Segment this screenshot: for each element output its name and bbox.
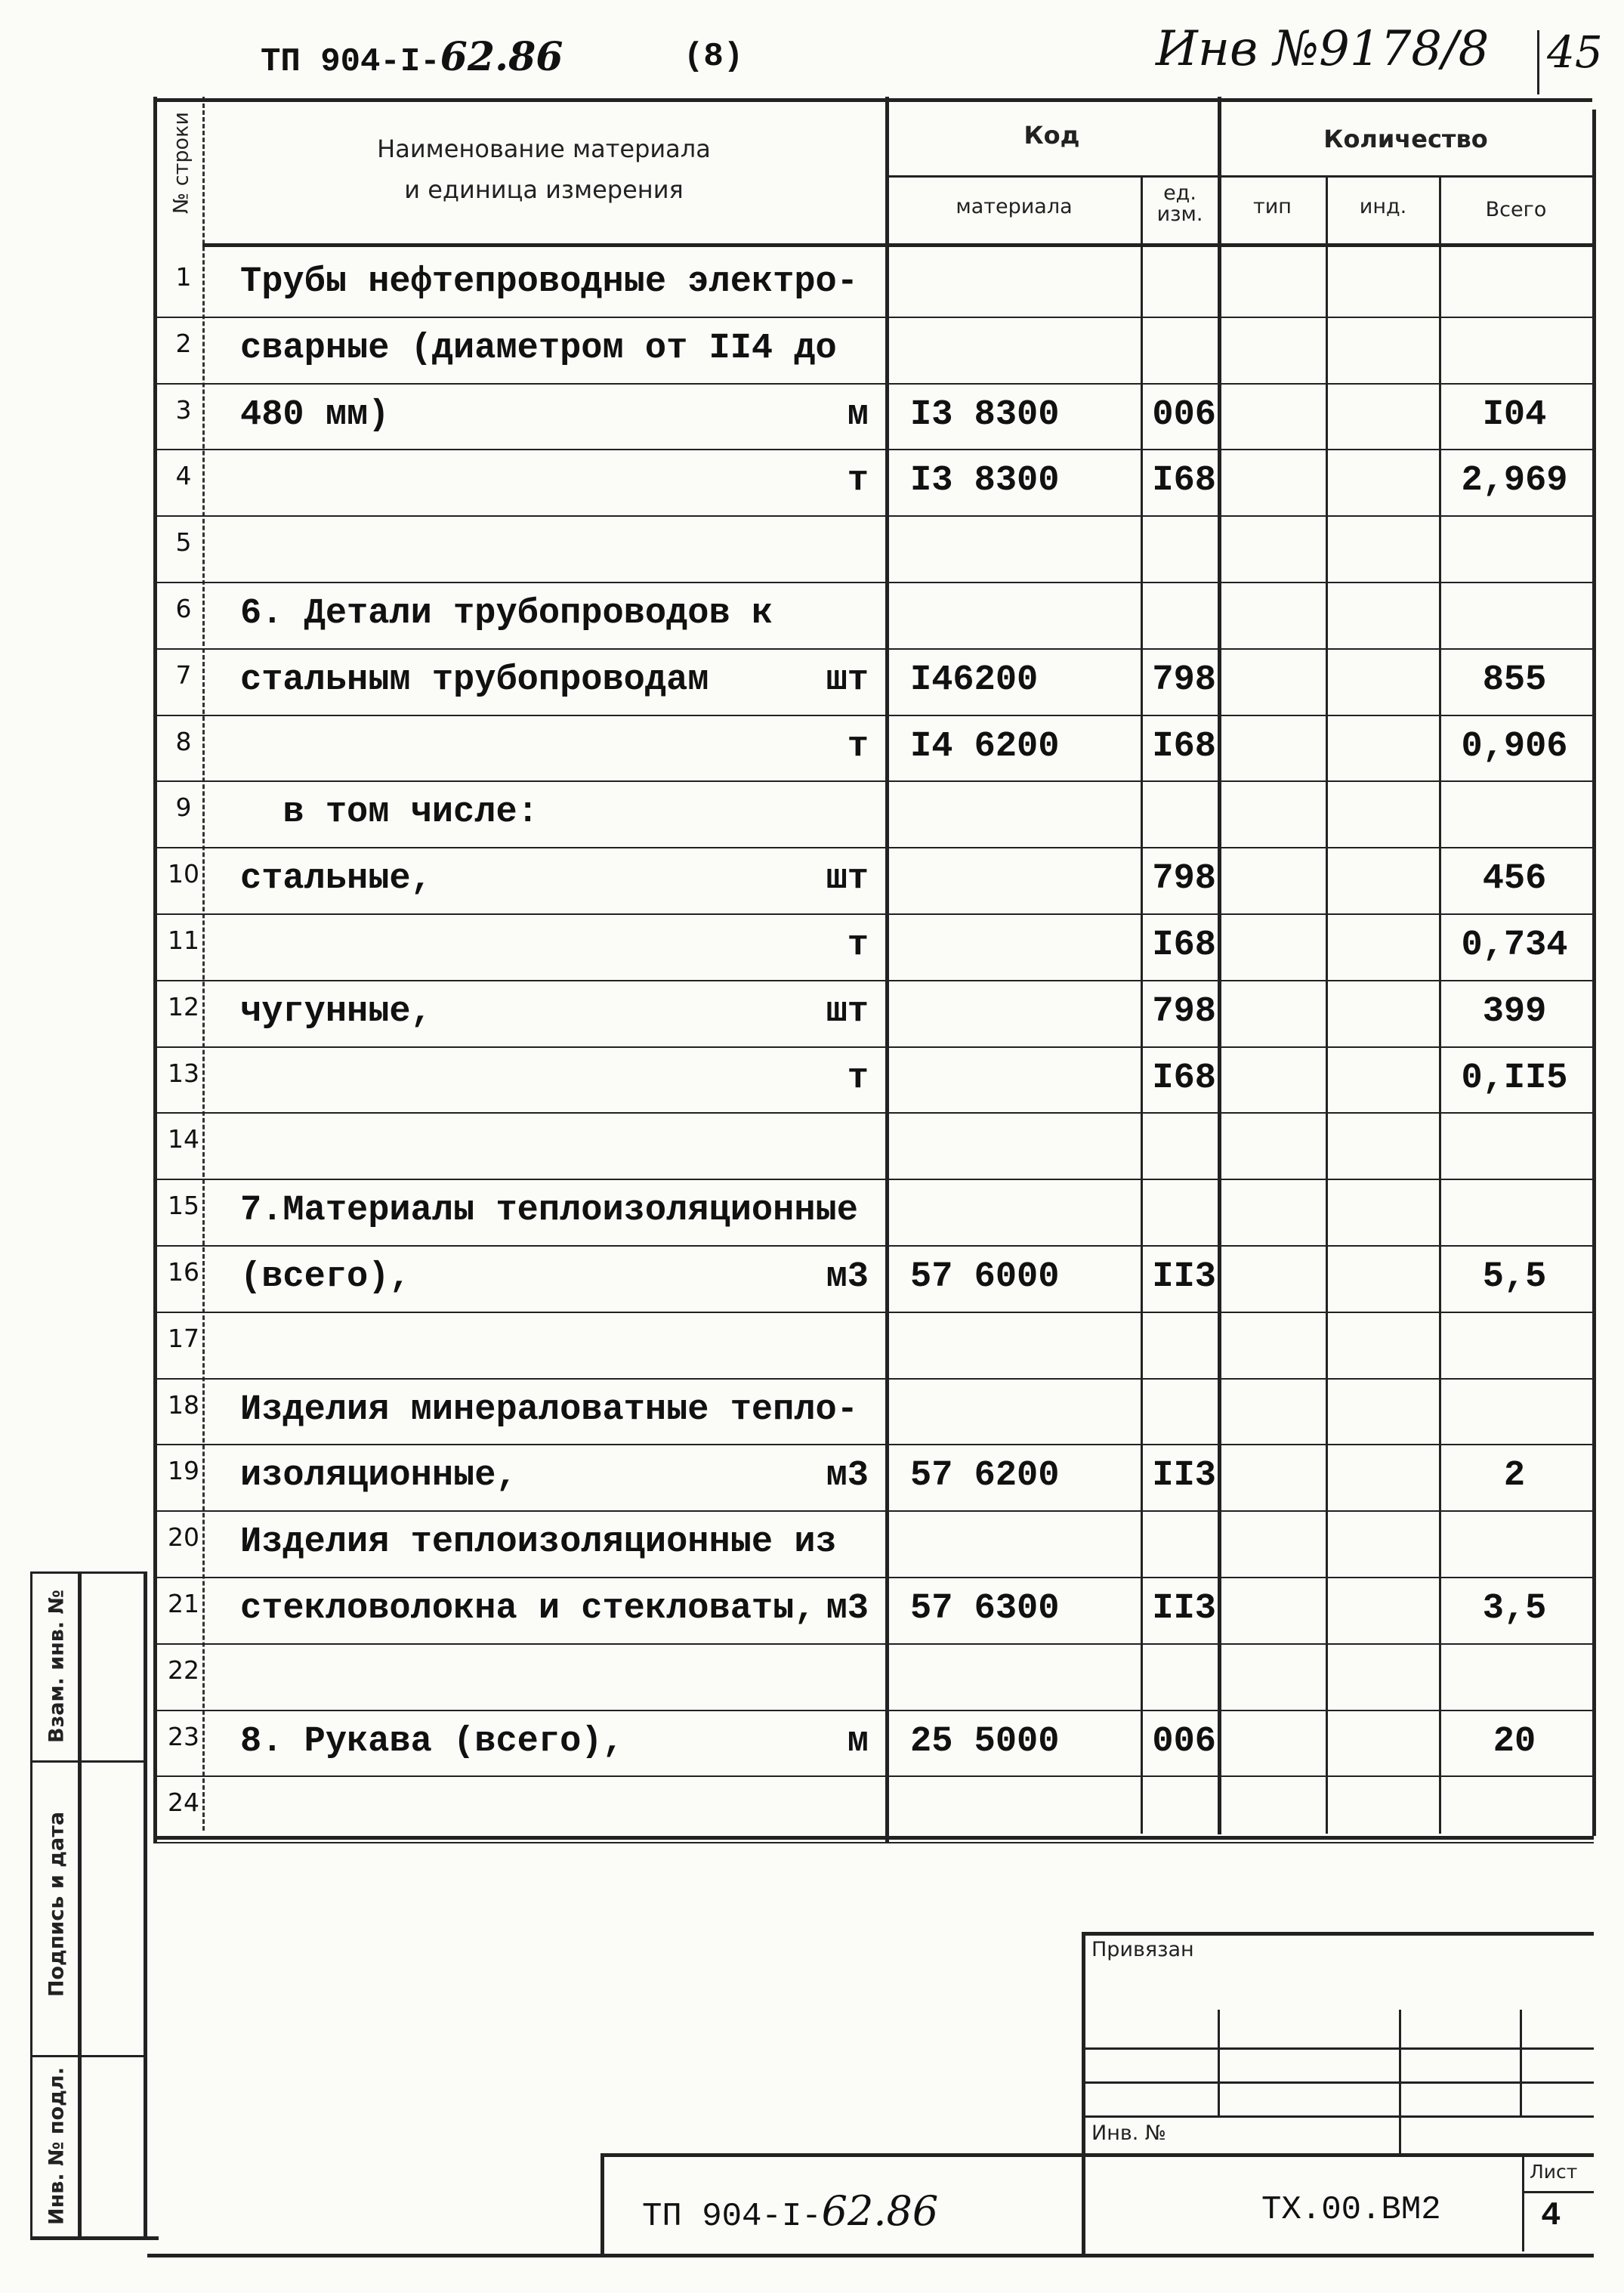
row-unit: м bbox=[847, 394, 869, 435]
header-qty-ind: инд. bbox=[1359, 195, 1407, 218]
row-material-code: 57 6200 bbox=[910, 1456, 1060, 1497]
row-number: 18 bbox=[168, 1389, 199, 1420]
header-code-material: материала bbox=[956, 195, 1073, 218]
row-total: 2,969 bbox=[1461, 461, 1568, 502]
row-number: 22 bbox=[168, 1655, 199, 1685]
row-separator bbox=[153, 1842, 1594, 1843]
row-separator bbox=[153, 317, 1594, 318]
row-name: (всего), bbox=[240, 1257, 411, 1297]
row-name: стальные, bbox=[240, 859, 432, 900]
row-total: 0,906 bbox=[1461, 726, 1568, 767]
row-separator bbox=[153, 1245, 1594, 1247]
row-material-code: I3 8300 bbox=[910, 461, 1060, 502]
row-name: Изделия теплоизоляционные из bbox=[240, 1522, 837, 1563]
row-separator bbox=[153, 1444, 1594, 1445]
row-name: 6. Детали трубопроводов к bbox=[240, 594, 773, 634]
row-unit-code: II3 bbox=[1152, 1589, 1216, 1629]
privyazan-label: Привязан bbox=[1091, 1938, 1194, 1961]
row-separator bbox=[153, 1112, 1594, 1114]
row-number: 11 bbox=[168, 926, 199, 955]
row-number: 6 bbox=[175, 594, 192, 623]
row-separator bbox=[153, 1312, 1594, 1313]
row-unit: м3 bbox=[826, 1456, 869, 1497]
row-total: 2 bbox=[1503, 1456, 1526, 1497]
sheet-corner-number: 45 bbox=[1547, 26, 1603, 78]
row-separator bbox=[153, 648, 1594, 650]
row-number: 23 bbox=[168, 1721, 199, 1751]
row-material-code: 57 6300 bbox=[910, 1589, 1060, 1629]
row-separator bbox=[153, 1577, 1594, 1578]
row-unit: м3 bbox=[826, 1589, 869, 1629]
row-separator bbox=[153, 1710, 1594, 1711]
row-number: 19 bbox=[168, 1456, 199, 1486]
row-separator bbox=[153, 582, 1594, 583]
stamp-inv-podl: Инв. № подл. bbox=[45, 2067, 69, 2225]
row-number: 20 bbox=[168, 1522, 199, 1553]
row-number: 2 bbox=[175, 328, 192, 358]
inv-no-label: Инв. № bbox=[1091, 2121, 1167, 2145]
row-number: 21 bbox=[168, 1589, 199, 1618]
row-unit-code: II3 bbox=[1152, 1257, 1216, 1297]
header-quantity: Количество bbox=[1323, 125, 1488, 153]
row-name: Изделия минераловатные тепло- bbox=[240, 1389, 858, 1430]
row-separator bbox=[153, 1378, 1594, 1380]
row-number: 17 bbox=[168, 1323, 199, 1353]
row-name: изоляционные, bbox=[240, 1456, 517, 1497]
row-unit: шт bbox=[826, 660, 869, 700]
title-mark: ТХ.00.ВМ2 bbox=[1261, 2191, 1441, 2229]
header-name-line2: и единица измерения bbox=[404, 175, 684, 204]
row-name: 8. Рукава (всего), bbox=[240, 1721, 624, 1762]
row-separator bbox=[153, 847, 1594, 848]
row-number: 7 bbox=[175, 660, 192, 690]
row-unit: т bbox=[847, 461, 869, 502]
header-divider bbox=[1537, 30, 1539, 94]
row-separator bbox=[153, 913, 1594, 915]
row-total: 399 bbox=[1482, 991, 1547, 1032]
row-name: сварные (диаметром от II4 до bbox=[240, 328, 837, 369]
row-separator bbox=[153, 780, 1594, 782]
row-unit-code: I68 bbox=[1152, 926, 1216, 966]
row-separator bbox=[153, 715, 1594, 716]
row-material-code: I3 8300 bbox=[910, 394, 1060, 435]
sheet-number: 4 bbox=[1541, 2197, 1561, 2235]
row-material-code: 25 5000 bbox=[910, 1721, 1060, 1762]
row-total: 0,734 bbox=[1461, 926, 1568, 966]
row-total: 20 bbox=[1493, 1721, 1536, 1762]
row-unit: шт bbox=[826, 859, 869, 900]
row-number: 10 bbox=[168, 859, 199, 889]
header-row-number: № строки bbox=[169, 112, 193, 214]
row-number: 1 bbox=[175, 262, 192, 292]
row-separator bbox=[153, 1643, 1594, 1645]
row-unit: м3 bbox=[826, 1257, 869, 1297]
row-unit-code: 798 bbox=[1152, 991, 1216, 1032]
row-total: 5,5 bbox=[1482, 1257, 1547, 1297]
row-unit-code: 798 bbox=[1152, 859, 1216, 900]
row-unit-code: 006 bbox=[1152, 1721, 1216, 1762]
row-total: 456 bbox=[1482, 859, 1547, 900]
stamp-vzam-inv: Взам. инв. № bbox=[45, 1590, 69, 1744]
row-unit-code: I68 bbox=[1152, 461, 1216, 502]
row-name: стальным трубопроводам bbox=[240, 660, 709, 700]
row-number: 13 bbox=[168, 1058, 199, 1088]
row-unit: шт bbox=[826, 991, 869, 1032]
copy-number: (8) bbox=[684, 38, 744, 76]
row-number: 3 bbox=[175, 394, 192, 425]
row-material-code: 57 6000 bbox=[910, 1257, 1060, 1297]
row-separator bbox=[153, 1179, 1594, 1180]
row-material-code: I46200 bbox=[910, 660, 1039, 700]
row-separator bbox=[153, 449, 1594, 450]
row-separator bbox=[153, 1046, 1594, 1048]
row-number: 16 bbox=[168, 1257, 199, 1287]
title-document-code: ТП 904-I-62.86 bbox=[642, 2187, 939, 2236]
row-total: 3,5 bbox=[1482, 1589, 1547, 1629]
row-number: 9 bbox=[175, 793, 192, 823]
row-name: Трубы нефтепроводные электро- bbox=[240, 262, 858, 302]
row-name: стекловолокна и стекловаты, bbox=[240, 1589, 816, 1629]
row-unit-code: 798 bbox=[1152, 660, 1216, 700]
header-name-line1: Наименование материала bbox=[377, 134, 711, 163]
header-code-unit: ед. изм. bbox=[1156, 181, 1203, 226]
row-name: в том числе: bbox=[240, 793, 539, 833]
row-unit: т bbox=[847, 1058, 869, 1099]
header-code: Код bbox=[1023, 121, 1080, 150]
row-unit-code: I68 bbox=[1152, 1058, 1216, 1099]
row-separator bbox=[153, 980, 1594, 981]
sheet-label: Лист bbox=[1530, 2161, 1578, 2183]
row-total: 855 bbox=[1482, 660, 1547, 700]
row-unit: м bbox=[847, 1721, 869, 1762]
row-number: 8 bbox=[175, 726, 192, 756]
row-material-code: I4 6200 bbox=[910, 726, 1060, 767]
row-separator bbox=[153, 1510, 1594, 1512]
row-unit-code: I68 bbox=[1152, 726, 1216, 767]
row-number: 4 bbox=[175, 461, 192, 491]
row-total: 0,II5 bbox=[1461, 1058, 1568, 1099]
row-number: 14 bbox=[168, 1124, 199, 1154]
row-name: чугунные, bbox=[240, 991, 432, 1032]
row-total: I04 bbox=[1482, 394, 1547, 435]
row-unit: т bbox=[847, 726, 869, 767]
row-number: 12 bbox=[168, 991, 199, 1021]
row-separator bbox=[153, 1775, 1594, 1777]
row-number: 24 bbox=[168, 1788, 199, 1818]
stamp-signature-date: Подпись и дата bbox=[45, 1811, 69, 1998]
row-name: 480 мм) bbox=[240, 394, 390, 435]
header-qty-type: тип bbox=[1253, 195, 1292, 218]
row-number: 15 bbox=[168, 1191, 199, 1221]
row-separator bbox=[153, 515, 1594, 517]
inventory-number: Инв №9178/8 bbox=[1156, 21, 1490, 77]
row-unit-code: 006 bbox=[1152, 394, 1216, 435]
header-qty-total: Всего bbox=[1485, 198, 1547, 221]
row-number: 5 bbox=[175, 527, 192, 558]
row-separator bbox=[153, 383, 1594, 385]
document-code: ТП 904-I-62.86 bbox=[261, 34, 563, 81]
row-name: 7.Материалы теплоизоляционные bbox=[240, 1191, 858, 1231]
row-unit-code: II3 bbox=[1152, 1456, 1216, 1497]
row-unit: т bbox=[847, 926, 869, 966]
